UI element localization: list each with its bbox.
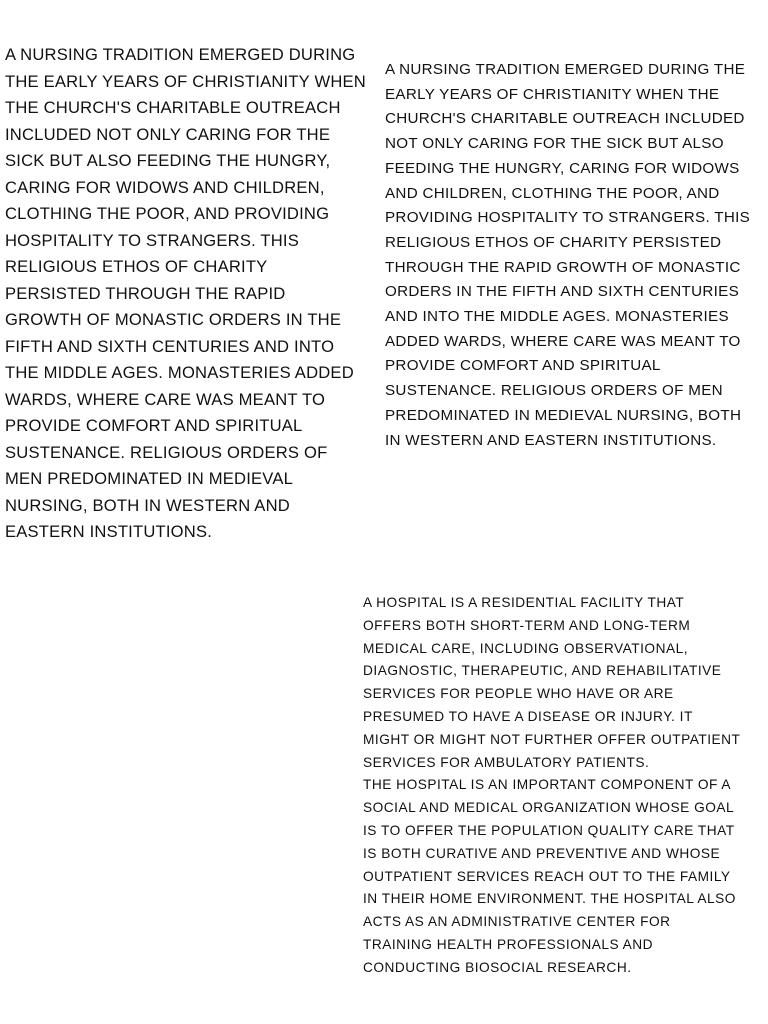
nursing-tradition-passage-right: A NURSING TRADITION EMERGED DURING THE EARLY YEARS OF CHRISTIANITY WHEN THE CHURCH'S CHARITABLE OUTREACH INCLUDED NOT ONLY CARING FOR THE SICK BUT ALSO FEEDING THE HUNGRY, CARING FOR WIDOWS AND CHILDREN, CLOTHING THE POOR, AND PROVIDING HOSPITALITY TO STRANGERS. THIS RELIGIOUS ETHOS OF CHARITY PERSISTED THROUGH THE RAPID GROWTH OF MONASTIC ORDERS IN THE FIFTH AND SIXTH CENTURIES AND INTO THE MIDDLE AGES. MONASTERIES ADDED WARDS, WHERE CARE WAS MEANT TO PROVIDE COMFORT AND SPIRITUAL SUSTENANCE. RELIGIOUS ORDERS OF MEN PREDOMINATED IN MEDIEVAL NURSING, BOTH IN WESTERN AND EASTERN INSTITUTIONS. [385,61,751,449]
hospital-definition-paragraph: A HOSPITAL IS A RESIDENTIAL FACILITY THAT OFFERS BOTH SHORT-TERM AND LONG-TERM MEDICAL CARE, INCLUDING OBSERVATIONAL, DIAGNOSTIC, THERAPEUTIC, AND REHABILITATIVE SERVICES FOR PEOPLE WHO HAVE OR ARE PRESUMED TO HAVE A DISEASE OR INJURY. IT MIGHT OR MIGHT NOT FURTHER OFFER OUTPATIENT SERVICES FOR AMBULATORY PATIENTS. [363,595,741,770]
nursing-tradition-passage-left: A NURSING TRADITION EMERGED DURING THE EARLY YEARS OF CHRISTIANITY WHEN THE CHURCH'S CHARITABLE OUTREACH INCLUDED NOT ONLY CARING FOR THE SICK BUT ALSO FEEDING THE HUNGRY, CARING FOR WIDOWS AND CHILDREN, CLOTHING THE POOR, AND PROVIDING HOSPITALITY TO STRANGERS. THIS RELIGIOUS ETHOS OF CHARITY PERSISTED THROUGH THE RAPID GROWTH OF MONASTIC ORDERS IN THE FIFTH AND SIXTH CENTURIES AND INTO THE MIDDLE AGES. MONASTERIES ADDED WARDS, WHERE CARE WAS MEANT TO PROVIDE COMFORT AND SPIRITUAL SUSTENANCE. RELIGIOUS ORDERS OF MEN PREDOMINATED IN MEDIEVAL NURSING, BOTH IN WESTERN AND EASTERN INSTITUTIONS. [5,45,366,541]
hospital-role-paragraph: THE HOSPITAL IS AN IMPORTANT COMPONENT OF A SOCIAL AND MEDICAL ORGANIZATION WHOSE GOAL IS TO OFFER THE POPULATION QUALITY CARE THAT IS BOTH CURATIVE AND PREVENTIVE AND WHOSE OUTPATIENT SERVICES REACH OUT TO THE FAMILY IN THEIR HOME ENVIRONMENT. THE HOSPITAL ALSO ACTS AS AN ADMINISTRATIVE CENTER FOR TRAINING HEALTH PROFESSIONALS AND CONDUCTING BIOSOCIAL RESEARCH. [363,777,736,975]
hospital-definition-passage [363,592,743,980]
